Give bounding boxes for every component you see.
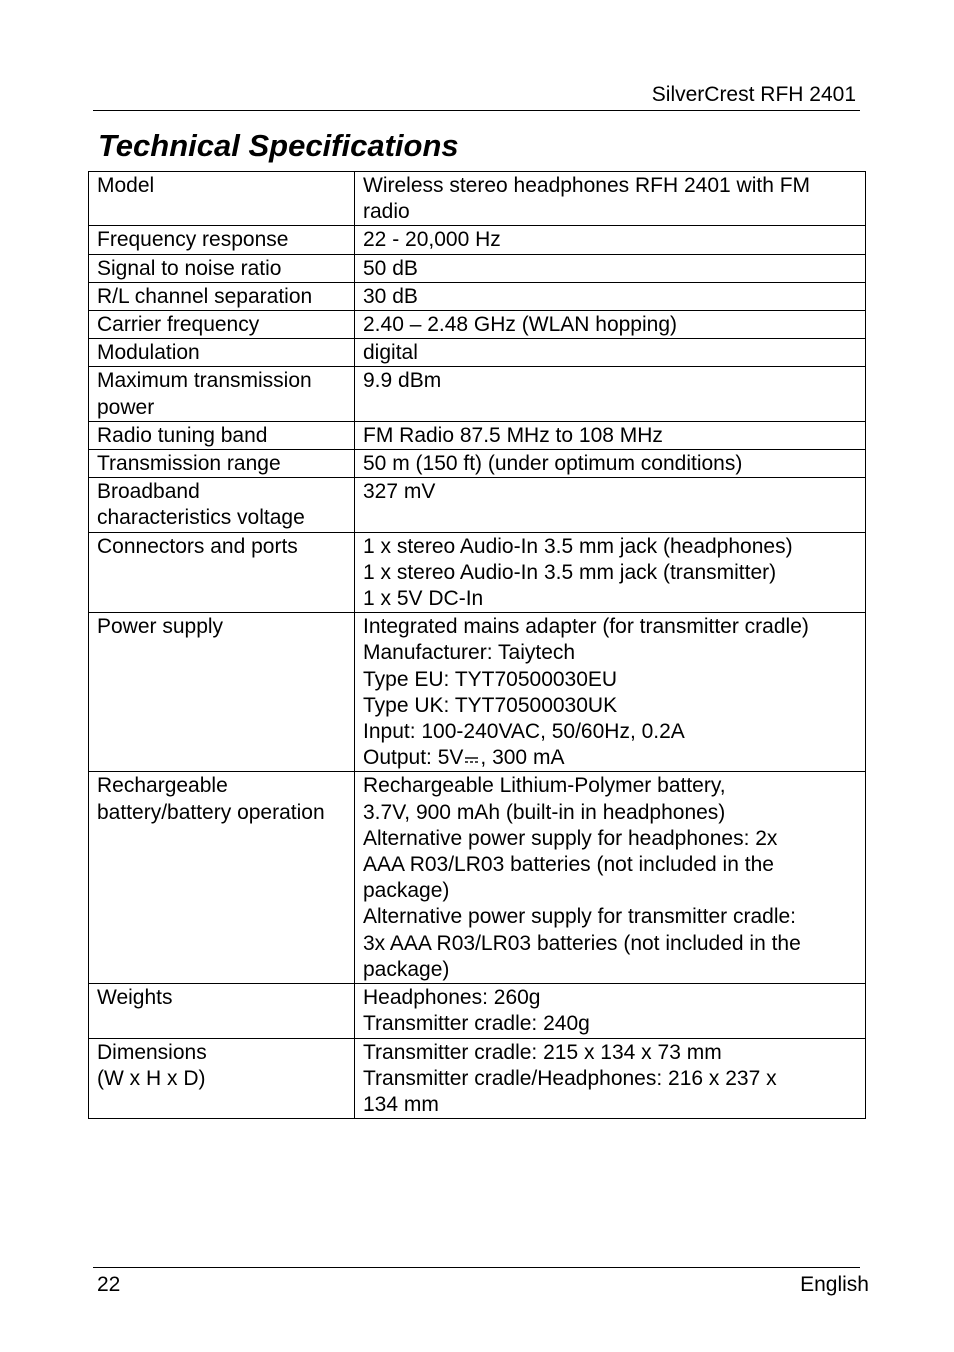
spec-label-cell <box>89 367 355 421</box>
spec-label-cell <box>89 421 355 449</box>
spec-label: (W x H x D) <box>97 1066 206 1090</box>
spec-value: 9.9 dBm <box>363 369 442 393</box>
spec-label-cell <box>89 254 355 282</box>
page-title: Technical Specifications <box>98 128 459 163</box>
table-row <box>89 254 866 282</box>
spec-label: battery/battery operation <box>97 800 325 824</box>
spec-label-cell <box>89 772 355 984</box>
spec-value-cell <box>355 282 866 310</box>
spec-label: Maximum transmission <box>97 369 312 393</box>
spec-label-cell <box>89 1038 355 1119</box>
spec-value: package) <box>363 957 450 981</box>
header-rule <box>93 110 860 111</box>
spec-value-cell <box>355 421 866 449</box>
spec-label: Signal to noise ratio <box>97 256 282 280</box>
page-number: 22 <box>97 1273 121 1296</box>
spec-value: 3.7V, 900 mAh (built-in in headphones) <box>363 800 726 824</box>
table-row <box>89 772 866 984</box>
spec-value: 50 m (150 ft) (under optimum conditions) <box>363 452 743 476</box>
table-row <box>89 450 866 478</box>
spec-label-cell <box>89 282 355 310</box>
spec-table <box>88 171 866 1119</box>
spec-value: Transmitter cradle/Headphones: 216 x 237 x <box>363 1066 777 1090</box>
spec-value-cell <box>355 226 866 254</box>
output-prefix: Output: 5V <box>363 746 464 770</box>
spec-label: Weights <box>97 986 173 1010</box>
spec-value-cell <box>355 613 866 772</box>
footer-rule <box>93 1267 860 1268</box>
spec-value-cell <box>355 532 866 613</box>
output-suffix: , 300 mA <box>480 746 565 770</box>
table-row <box>89 613 866 772</box>
table-row <box>89 532 866 613</box>
spec-label: R/L channel separation <box>97 284 313 308</box>
spec-value: Type UK: TYT70500030UK <box>363 693 618 717</box>
spec-value-cell <box>355 984 866 1038</box>
table-row <box>89 367 866 421</box>
dc-symbol-icon <box>464 755 479 765</box>
spec-label-cell <box>89 532 355 613</box>
spec-label: Broadband <box>97 480 200 504</box>
spec-label: Power supply <box>97 615 224 639</box>
spec-label-cell <box>89 613 355 772</box>
spec-label-cell <box>89 226 355 254</box>
table-row <box>89 339 866 367</box>
spec-label-cell <box>89 478 355 532</box>
spec-label: power <box>97 395 155 419</box>
spec-value: 134 mm <box>363 1092 439 1116</box>
spec-label-cell <box>89 984 355 1038</box>
spec-value-output <box>363 745 858 771</box>
table-row <box>89 421 866 449</box>
spec-value: 2.40 – 2.48 GHz (WLAN hopping) <box>363 313 677 337</box>
spec-value: FM Radio 87.5 MHz to 108 MHz <box>363 423 663 447</box>
spec-value-cell <box>355 1038 866 1119</box>
spec-value: 327 mV <box>363 480 436 504</box>
spec-label: Carrier frequency <box>97 313 260 337</box>
table-row <box>89 172 866 226</box>
spec-value: Manufacturer: Taiytech <box>363 641 576 665</box>
spec-label: Radio tuning band <box>97 423 268 447</box>
spec-label: Frequency response <box>97 228 289 252</box>
table-row <box>89 478 866 532</box>
spec-value-cell <box>355 772 866 984</box>
spec-value: digital <box>363 341 418 365</box>
spec-value: Type EU: TYT70500030EU <box>363 667 618 691</box>
spec-label: Modulation <box>97 341 200 365</box>
spec-value: 50 dB <box>363 256 418 280</box>
table-row <box>89 1038 866 1119</box>
spec-value: 22 - 20,000 Hz <box>363 228 501 252</box>
table-row <box>89 311 866 339</box>
spec-value-cell <box>355 450 866 478</box>
spec-value: 1 x stereo Audio-In 3.5 mm jack (transmitter) <box>363 560 777 584</box>
spec-value-cell <box>355 311 866 339</box>
spec-value-cell <box>355 339 866 367</box>
spec-label: characteristics voltage <box>97 506 305 530</box>
spec-value: radio <box>363 200 410 224</box>
table-row <box>89 984 866 1038</box>
spec-value: 1 x 5V DC-In <box>363 587 484 611</box>
spec-value: Alternative power supply for transmitter cradle: <box>363 905 797 929</box>
spec-label-cell <box>89 450 355 478</box>
spec-value: Transmitter cradle: 240g <box>363 1012 590 1036</box>
table-row <box>89 226 866 254</box>
spec-value: package) <box>363 879 450 903</box>
spec-label-cell <box>89 172 355 226</box>
spec-label: Model <box>97 174 155 197</box>
spec-value-cell <box>355 254 866 282</box>
spec-label: Rechargeable <box>97 774 228 798</box>
spec-value: Transmitter cradle: 215 x 134 x 73 mm <box>363 1040 722 1064</box>
spec-value-cell <box>355 172 866 226</box>
header-product: SilverCrest RFH 2401 <box>651 83 856 106</box>
spec-value: Headphones: 260g <box>363 986 541 1010</box>
spec-value: Rechargeable Lithium-Polymer battery, <box>363 774 726 798</box>
spec-label: Connectors and ports <box>97 534 298 558</box>
spec-value: 3x AAA R03/LR03 batteries (not included in the <box>363 931 801 955</box>
spec-value: Alternative power supply for headphones: 2x <box>363 826 778 850</box>
spec-value: Input: 100-240VAC, 50/60Hz, 0.2A <box>363 720 685 744</box>
spec-value: AAA R03/LR03 batteries (not included in the <box>363 853 774 877</box>
spec-value: Wireless stereo headphones RFH 2401 with FM <box>363 174 811 197</box>
spec-value: 1 x stereo Audio-In 3.5 mm jack (headphones) <box>363 534 793 558</box>
spec-value: Integrated mains adapter (for transmitter cradle) <box>363 615 809 639</box>
table-row <box>89 282 866 310</box>
spec-value: 30 dB <box>363 284 418 308</box>
footer-language: English <box>800 1273 869 1296</box>
spec-label: Dimensions <box>97 1040 207 1064</box>
spec-label-cell <box>89 311 355 339</box>
spec-label: Transmission range <box>97 452 281 476</box>
spec-value-cell <box>355 367 866 421</box>
spec-label-cell <box>89 339 355 367</box>
spec-value-cell <box>355 478 866 532</box>
